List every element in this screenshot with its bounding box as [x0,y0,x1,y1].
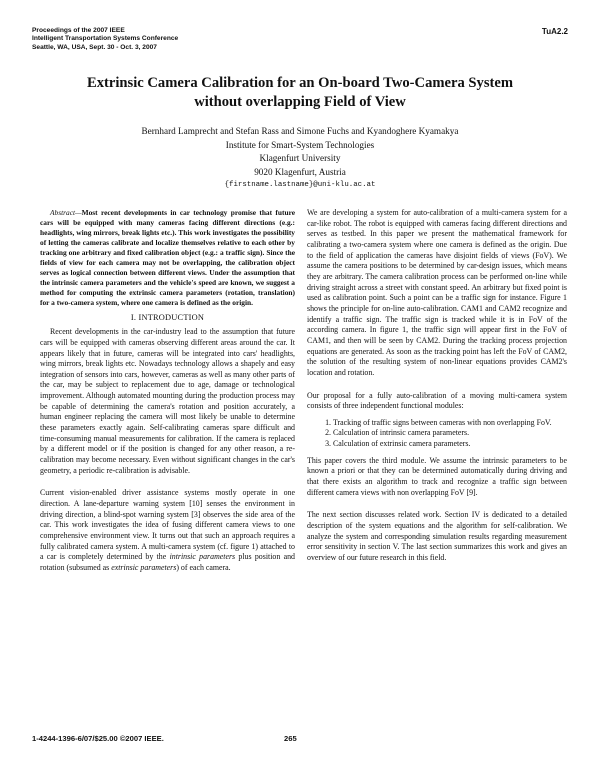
section-heading-introduction: I. INTRODUCTION [130,312,205,322]
proceedings-header [32,27,178,52]
intro-paragraph-1: Recent developments in the car-industry lead to the assumption that future cars will be equipped with cameras observing different areas around the car. It appears likely that in future, cameras will be integrated into cars' headlights, wing mirrors, break lights etc. Nowadays technology allows a shapely and easy integration of sensors into cars, however, cameras as well as many other parts of the car, may be subject to replacement due to age, damage or technological improvement. Although automated mounting during the production process may be capable of determining the camera's rotation and position accurately, a human engineer replacing the camera will most likely be unable to determine these parameters exactly again. Self-calibrating cameras spare difficult and time-consuming manual measurements for calibration. If the camera is replaced by a different model or if the position is changed for any other reason, a re-calibration may become necessary. Even without significant changes in the car's geometry, a periodic re-calibration is advisable. [40,327,295,475]
list-item: 1. Tracking of traffic signs between cameras with non overlapping FoV. [333,418,567,429]
module-list [307,418,567,450]
paper-title [40,74,560,112]
abstract-label: Abstract [50,208,76,217]
title-line-2: without overlapping Field of View [194,94,406,110]
left-column [40,208,295,574]
author-names: Bernhard Lamprecht and Stefan Rass and Simone Fuchs and Kyandoghere Kyamakya [141,126,459,136]
list-item: 3. Calculation of extrinsic camera parameters. [333,439,567,450]
copyright-footer: 1-4244-1396-6/07/$25.00 ©2007 IEEE. [32,734,164,743]
term-intrinsic-parameters: intrinsic parameters [169,552,236,562]
intro-paragraph-3: We are developing a system for auto-calibration of a multi-camera system for a car-like robot. The robot is equipped with cameras facing different directions and serves as testbed. In this paper we present the mathematical framework for calibrating a two-camera system where one camera is defined as the origin. Due to the field of application the cameras have disjoint fields of views (FoV). We assume the camera positions to be determined by car-design issues, which means they are arbitrary. The camera calibration process can be performed on-line while driving straight across a street with constant speed. An arbitrary but fixed point is used as calibration point. Such a point can be a traffic sign for instance. Figure 1 shows the principle for on-line auto-calibration. CAM1 and CAM2 recognize and identify a traffic sign. The traffic sign is tracked while it is in FoV of the according camera. In figure 1, the traffic sign will appear first in the FoV of CAM1, and then will be seen by CAM2. During the tracking process projection equations are generated. As soon as the tracking point has left the FoV of CAM2, the solution of the resulting system of non-linear equations provides CAM2's location and rotation. [307,208,567,377]
abstract-text: Most recent developments in car technology promise that future cars will be equipped with many cameras facing different directions (e.g.: headlights, wing mirrors, break lights etc.). This work investigates the possibility of letting the cameras calibrate and localize themselves relative to each other by tracking one arbitrary and fixed calibration object (e.g.: a traffic sign). Since the fields of view for each camera may not be overlapping, the calibration object serves as logical connection between different views. Under the assumption that the intrinsic camera parameters and the vehicle's speed are known, we suggest a method for computing the extrinsic camera parameters (rotation, translation) for a two-camera system, where one camera is defined as the origin. [40,208,295,307]
institute: Institute for Smart-System Technologies [225,139,375,150]
author-email: {firstname.lastname}@uni-klu.ac.at [224,181,376,190]
intro-paragraph-5: This paper covers the third module. We assume the intrinsic parameters to be known a priori or that they can be determined automatically during driving and that there exists an algorithm to track and recognize a traffic sign between different camera views with non overlapping FoV [9]. [307,455,567,497]
right-column [307,208,567,564]
proceedings-line-2: Intelligent Transportation Systems Conference [32,35,179,43]
intro-paragraph-2: Current vision-enabled driver assistance systems mostly operate in one direction. A lane-departure warning system [10] senses the environment in driving direction, a blind-spot warning system [3] observes the side area of the car. This work investigates the idea of fusing different camera views to one comprehensive environment view. It turns out that such an approach requires a fully calibrated camera system. A multi-camera system (cf. figure 1) attached to a car is completely determined by the intrinsic parameters plus position and rotation (subsumed as extrinsic parameters) of each camera. [40,488,295,572]
proceedings-line-3: Seattle, WA, USA, Sept. 30 - Oct. 3, 2007 [32,43,157,51]
intro-paragraph-6: The next section discusses related work. Section IV is dedicated to a detailed description of the system equations and the algorithm for self-calibration. We analyze the system and corresponding simulation results regarding measurement error sensitivity in section V. The last section summarizes this work and gives an overview of our future research in this field. [307,510,567,563]
proceedings-line-1: Proceedings of the 2007 IEEE [32,27,125,34]
list-item: 2. Calculation of intrinsic camera parameters. [333,428,567,439]
university: Klagenfurt University [259,153,341,164]
author-block [40,125,560,193]
session-code: TuA2.2 [541,27,568,36]
abstract: Abstract—Most recent developments in car technology promise that future cars will be equipped with many cameras facing different directions (e.g.: headlights, wing mirrors, break lights etc.). This work investigates the possibility of letting the cameras calibrate and localize themselves relative to each other by tracking one arbitrary and fixed calibration object (e.g.: a traffic sign). Since the fields of view for each camera may not be overlapping, the calibration object serves as logical connection between different views. Under the assumption that the intrinsic camera parameters and the vehicle's speed are known, we suggest a method for computing the extrinsic camera parameters (rotation, translation) for a two-camera system, where one camera is defined as the origin. [40,208,295,307]
page-number: 265 [284,734,297,743]
title-line-1: Extrinsic Camera Calibration for an On-board Two-Camera System [86,75,514,91]
intro-paragraph-4: Our proposal for a fully auto-calibration of a moving multi-camera system consists of three independent functional modules: [307,390,567,411]
term-extrinsic-parameters: extrinsic parameters [111,562,177,572]
address: 9020 Klagenfurt, Austria [254,166,346,177]
